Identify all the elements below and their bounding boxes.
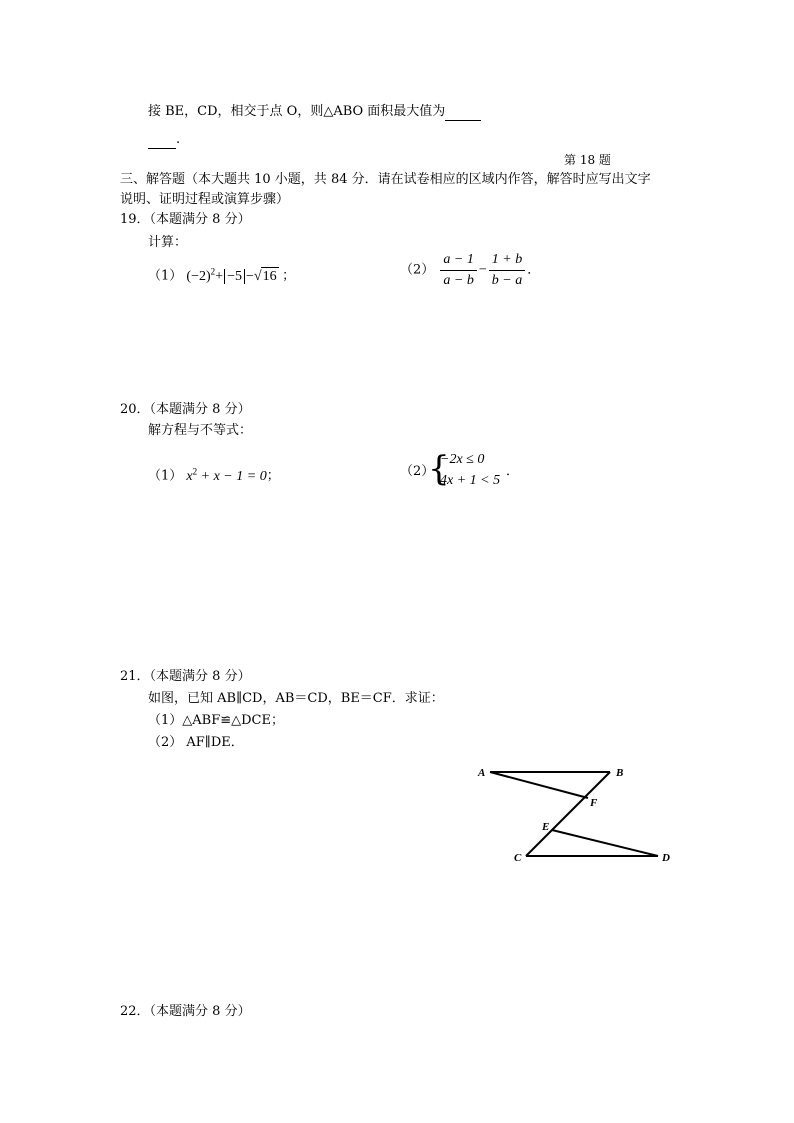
segment-ed <box>552 830 658 856</box>
q18-line2 <box>148 131 180 149</box>
fraction-1: $\frac{a - 1}{a - b}$ <box>440 252 476 289</box>
figure-lines <box>490 772 658 856</box>
q20-part1: （1） $x^2 + x - 1 = 0$； <box>148 466 280 484</box>
q20-instruction: 解方程与不等式： <box>148 423 253 438</box>
figure-caption-18: 第 18 题 <box>564 153 611 167</box>
q21-header: 21．（本题满分 8 分） <box>120 669 251 684</box>
q19-header: 19．（本题满分 8 分） <box>120 212 251 227</box>
fraction-2: $\frac{1 + b}{b - a}$ <box>489 252 525 289</box>
section3-heading-line1: 三、解答题（本大题共 10 小题，共 84 分．请在试卷相应的区域内作答，解答时应写出文字 <box>120 172 651 187</box>
q18-line1 <box>148 103 481 121</box>
q18-period: . <box>176 132 181 147</box>
section3-heading-line2: 说明、证明过程或演算步骤） <box>120 192 290 207</box>
answer-blank-cont <box>148 134 176 149</box>
q18-text: 接 BE，CD，相交于点 O，则△ABO 面积最大值为 <box>148 104 446 119</box>
part-label: （1） <box>148 468 183 484</box>
q22-header: 22．（本题满分 8 分） <box>120 1004 251 1019</box>
q21-given: 如图，已知 AB∥CD，AB＝CD，BE＝CF．求证： <box>148 691 444 706</box>
system-brace: { <box>428 449 450 489</box>
q19-part1: （1） $(-2)^2+ -5 -√16$ ； <box>148 266 296 284</box>
part-label: （2） <box>400 262 435 278</box>
q19-instruction: 计算： <box>148 235 188 250</box>
quadratic-equation: $x^2 + x - 1 = 0$ <box>186 466 267 484</box>
label-b: B <box>616 767 624 779</box>
part-label: （2） <box>400 464 435 479</box>
label-e: E <box>542 821 550 833</box>
inequality-2: 4x + 1 < 5 <box>440 473 501 488</box>
inequality-1: −2x ≤ 0 <box>440 452 485 467</box>
q21-part1: （1）△ABF≌△DCE； <box>148 713 284 728</box>
q21-geometry-figure <box>470 760 690 870</box>
label-d: D <box>662 852 670 864</box>
label-f: F <box>590 797 598 809</box>
q19-part2: （2） $\frac{a - 1}{a - b}$ − $\frac{1 + b}{b - a}$ ． <box>400 252 541 288</box>
q20-header: 20．（本题满分 8 分） <box>120 402 251 417</box>
label-a: A <box>478 767 486 779</box>
q21-part2: （2） AF∥DE． <box>148 735 244 750</box>
part-label: （1） <box>148 268 183 284</box>
answer-blank <box>445 106 481 121</box>
math-expression-1: $(-2)^2+ -5 -√16$ <box>186 266 277 284</box>
label-c: C <box>514 852 522 864</box>
segment-af <box>490 772 588 798</box>
